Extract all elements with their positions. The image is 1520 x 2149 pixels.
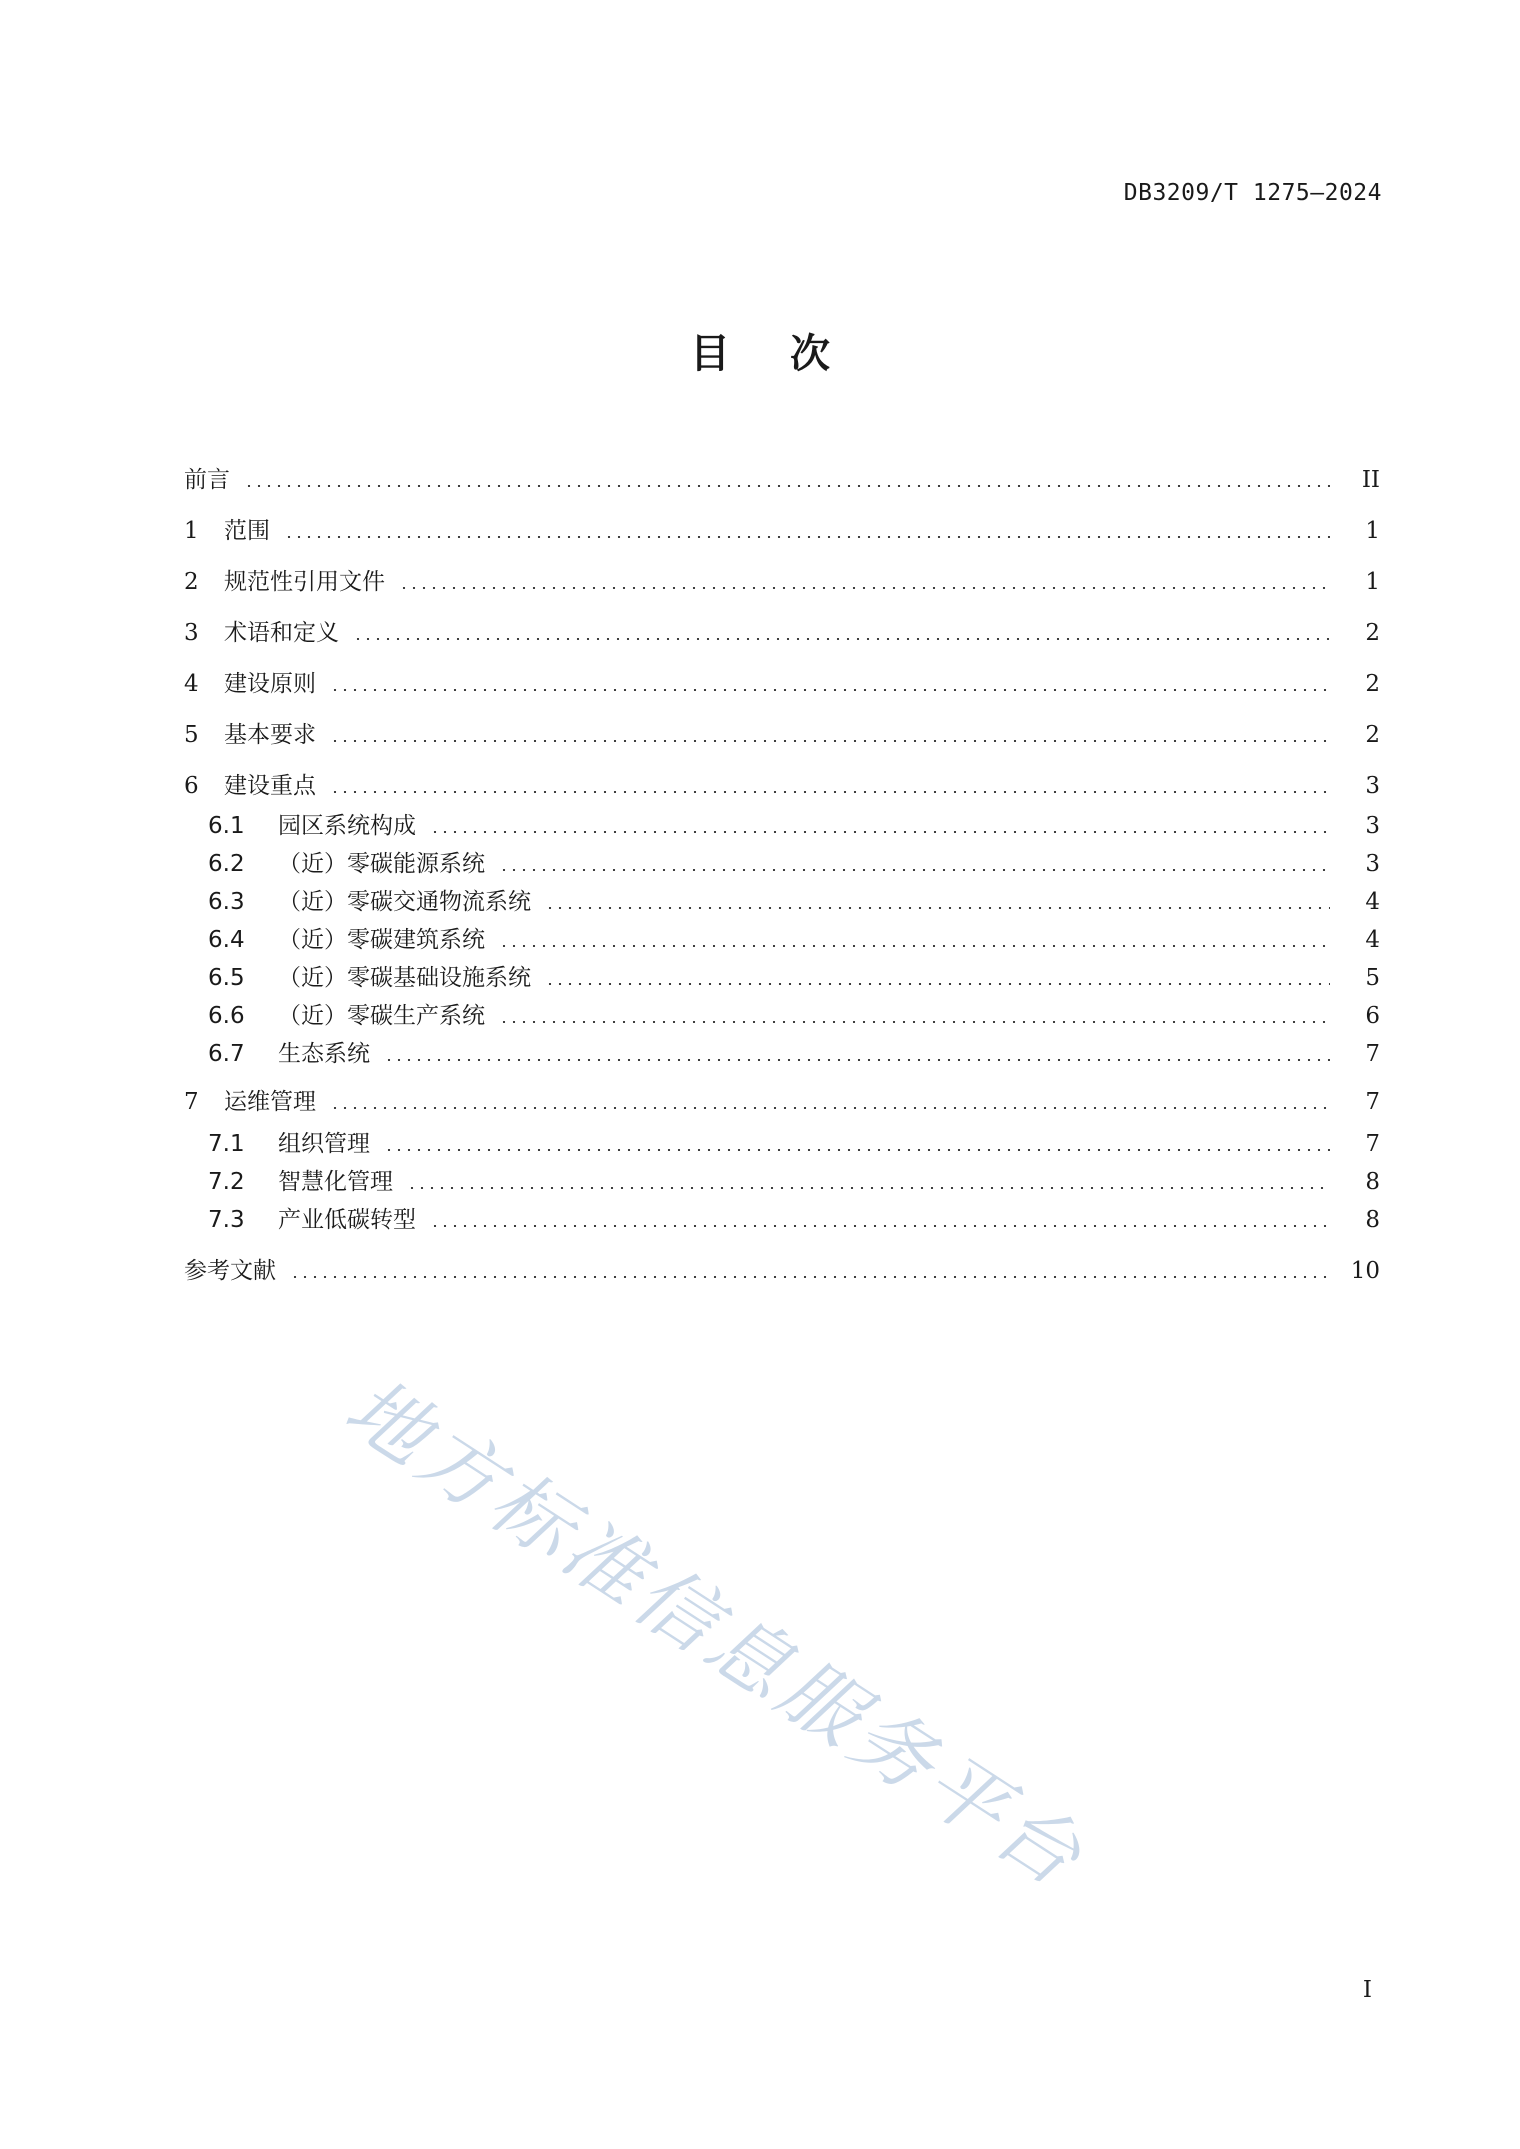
toc-number: 7 [184, 1089, 199, 1115]
toc-page: 2 [1365, 671, 1380, 697]
toc-leader [407, 1187, 1330, 1189]
toc-leader [430, 1225, 1330, 1227]
toc-number: 6.1 [208, 813, 245, 839]
toc-leader [330, 740, 1330, 742]
toc-page: 3 [1365, 851, 1380, 877]
toc-page: 1 [1365, 518, 1380, 544]
toc-page: 2 [1365, 722, 1380, 748]
toc-page: 6 [1365, 1003, 1380, 1029]
toc-label: 术语和定义 [224, 620, 339, 646]
toc-entry-6-2[interactable] [208, 846, 1380, 882]
toc-label: 园区系统构成 [278, 813, 416, 839]
toc-entry-1[interactable] [184, 513, 1380, 549]
toc-leader [330, 791, 1330, 793]
toc-number: 6 [184, 773, 199, 799]
toc-leader [290, 1276, 1330, 1278]
toc-label: 建设原则 [224, 671, 316, 697]
toc-entry-4[interactable] [184, 666, 1380, 702]
toc-page: 3 [1365, 813, 1380, 839]
toc-label: （近）零碳生产系统 [278, 1003, 485, 1029]
toc-label: 前言 [184, 467, 230, 493]
toc-entry-7[interactable] [184, 1084, 1380, 1120]
toc-leader [353, 638, 1330, 640]
toc-page: II [1361, 467, 1380, 493]
toc-page: 7 [1365, 1131, 1380, 1157]
toc-entry-7-3[interactable] [208, 1202, 1380, 1238]
toc-number: 1 [184, 518, 199, 544]
toc-label: 产业低碳转型 [278, 1207, 416, 1233]
toc-number: 6.2 [208, 851, 245, 877]
toc-page: 5 [1365, 965, 1380, 991]
toc-number: 4 [184, 671, 199, 697]
toc-entry-6-5[interactable] [208, 960, 1380, 996]
toc-entry-6-1[interactable] [208, 808, 1380, 844]
toc-label: 智慧化管理 [278, 1169, 393, 1195]
toc-page: 8 [1365, 1207, 1380, 1233]
toc-label: 基本要求 [224, 722, 316, 748]
toc-leader [330, 1107, 1330, 1109]
toc-entry-2[interactable] [184, 564, 1380, 600]
toc-leader [499, 869, 1330, 871]
toc-label: 生态系统 [278, 1041, 370, 1067]
toc-page: 4 [1365, 927, 1380, 953]
toc-number: 7.3 [208, 1207, 245, 1233]
toc-page: 10 [1350, 1258, 1380, 1284]
toc-entry-7-1[interactable] [208, 1126, 1380, 1162]
toc-leader [430, 831, 1330, 833]
toc-number: 6.3 [208, 889, 245, 915]
toc-label: 运维管理 [224, 1089, 316, 1115]
toc-number: 6.4 [208, 927, 245, 953]
page-number: I [1362, 1977, 1372, 2003]
toc-label: 组织管理 [278, 1131, 370, 1157]
toc-number: 2 [184, 569, 199, 595]
toc-leader [244, 485, 1330, 487]
toc-label: （近）零碳交通物流系统 [278, 889, 531, 915]
toc-entry-5[interactable] [184, 717, 1380, 753]
toc-label: （近）零碳能源系统 [278, 851, 485, 877]
toc-number: 5 [184, 722, 199, 748]
toc-label: （近）零碳基础设施系统 [278, 965, 531, 991]
toc-number: 6.7 [208, 1041, 245, 1067]
toc-entry-references[interactable] [184, 1253, 1380, 1289]
toc-entry-6[interactable] [184, 768, 1380, 804]
watermark: 地方标准信息服务平台 [329, 1360, 1102, 1907]
toc-leader [330, 689, 1330, 691]
toc-entry-6-3[interactable] [208, 884, 1380, 920]
document-code: DB3209/T 1275—2024 [1123, 180, 1382, 206]
toc-label: 规范性引用文件 [224, 569, 385, 595]
toc-label: （近）零碳建筑系统 [278, 927, 485, 953]
toc-page: 3 [1365, 773, 1380, 799]
toc-leader [384, 1149, 1330, 1151]
toc-leader [384, 1059, 1330, 1061]
toc-page: 4 [1365, 889, 1380, 915]
toc-number: 7.1 [208, 1131, 245, 1157]
toc-page: 7 [1365, 1089, 1380, 1115]
toc-label: 建设重点 [224, 773, 316, 799]
toc-entry-7-2[interactable] [208, 1164, 1380, 1200]
toc-page: 1 [1365, 569, 1380, 595]
toc-leader [545, 907, 1330, 909]
page-title: 目次 [690, 331, 890, 377]
toc-number: 6.6 [208, 1003, 245, 1029]
toc-entry-6-7[interactable] [208, 1036, 1380, 1072]
toc-page: 8 [1365, 1169, 1380, 1195]
toc-entry-foreword[interactable] [184, 462, 1380, 498]
toc-leader [499, 945, 1330, 947]
toc-entry-3[interactable] [184, 615, 1380, 651]
toc-leader [399, 587, 1330, 589]
toc-leader [499, 1021, 1330, 1023]
toc-number: 7.2 [208, 1169, 245, 1195]
toc-page: 2 [1365, 620, 1380, 646]
toc-page: 7 [1365, 1041, 1380, 1067]
toc-entry-6-4[interactable] [208, 922, 1380, 958]
toc-label: 参考文献 [184, 1258, 276, 1284]
toc-label: 范围 [224, 518, 270, 544]
toc-number: 6.5 [208, 965, 245, 991]
toc-leader [284, 536, 1330, 538]
toc-number: 3 [184, 620, 199, 646]
toc-entry-6-6[interactable] [208, 998, 1380, 1034]
toc-leader [545, 983, 1330, 985]
